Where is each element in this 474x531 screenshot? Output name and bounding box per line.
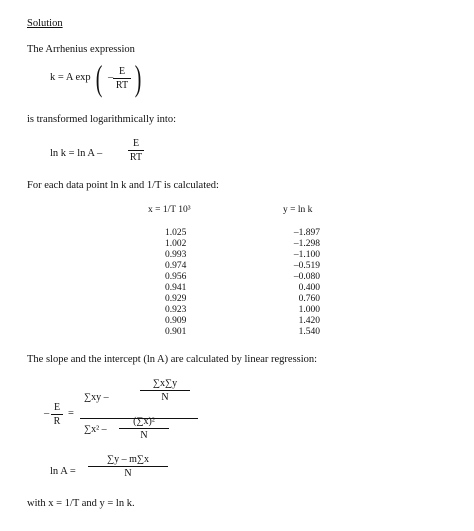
intercept-equation — [50, 454, 180, 486]
eq3-lhs-minus: – — [44, 408, 50, 419]
eq1-numerator: E — [118, 66, 126, 77]
y-value: –0.519 — [293, 261, 320, 271]
eq3-num-frac-bar — [140, 390, 190, 391]
eq1-right-paren: ) — [134, 58, 142, 98]
x-value: 0.993 — [165, 250, 187, 260]
log-equation — [50, 138, 170, 164]
eq1-lhs: k = A exp — [50, 72, 91, 83]
eq3-numerator-main: ∑xy – — [84, 392, 109, 403]
y-value: –1.298 — [293, 239, 320, 249]
y-value: 1.540 — [298, 327, 320, 337]
eq1-denominator: RT — [115, 80, 129, 91]
eq3-equals: = — [68, 408, 74, 419]
transformed-text: is transformed logarithmically into: — [27, 114, 177, 125]
eq4-denominator: N — [124, 468, 132, 479]
x-value: 0.929 — [165, 294, 187, 304]
intro-text: The Arrhenius expression — [27, 44, 135, 55]
eq1-minus: – — [108, 72, 114, 83]
with-x-text: with x = 1/T and y = ln k. — [27, 498, 135, 509]
y-value: 1.420 — [298, 316, 320, 326]
eq4-fraction-bar — [88, 466, 168, 467]
slopes-text: The slope and the intercept (ln A) are calculated by linear regression: — [27, 354, 318, 365]
eq2-numerator: E — [132, 138, 140, 149]
eq3-denominator-main: ∑x² – — [84, 424, 107, 435]
y-value: 0.760 — [298, 294, 320, 304]
x-value: 1.002 — [165, 239, 187, 249]
y-value: 1.000 — [298, 305, 320, 315]
column-header-y: y = ln k — [283, 205, 313, 215]
foreach-text: For each data point ln k and 1/T is calculated: — [27, 180, 219, 191]
eq2-denominator: RT — [129, 152, 143, 163]
x-value: 0.956 — [165, 272, 187, 282]
eq3-numerator-fraction — [140, 378, 190, 403]
y-value: –1.897 — [293, 228, 320, 238]
eq1-fraction-bar — [113, 78, 131, 79]
x-value: 0.923 — [165, 305, 187, 315]
x-value: 1.025 — [165, 228, 187, 238]
column-header-x: x = 1/T 10³ — [148, 205, 191, 215]
eq2-fraction — [128, 138, 144, 163]
eq4-fraction — [88, 454, 168, 479]
eq1-left-paren: ( — [95, 58, 103, 98]
eq3-lhs — [44, 402, 74, 427]
eq3-den-frac-denominator: N — [140, 430, 148, 441]
eq2-fraction-bar — [128, 150, 144, 151]
x-value: 0.901 — [165, 327, 187, 337]
x-value: 0.974 — [165, 261, 187, 271]
eq2-lhs: ln k = ln A – — [50, 148, 103, 159]
eq3-num-frac-denominator: N — [161, 392, 169, 403]
column-y-values — [286, 228, 320, 338]
slope-equation — [44, 378, 204, 458]
x-value: 0.941 — [165, 283, 187, 293]
x-value: 0.909 — [165, 316, 187, 326]
eq1-fraction — [113, 66, 131, 91]
y-value: 0.400 — [298, 283, 320, 293]
y-value: –0.080 — [293, 272, 320, 282]
eq4-numerator: ∑y – m∑x — [106, 454, 150, 465]
y-value: –1.100 — [293, 250, 320, 260]
column-x-values — [165, 228, 186, 338]
eq3-denominator-fraction — [119, 416, 169, 441]
eq3-den-frac-numerator: (∑x)² — [133, 416, 155, 427]
eq3-lhs-numerator: E — [53, 402, 61, 413]
arrhenius-equation — [50, 60, 190, 98]
eq3-lhs-fraction — [51, 402, 63, 427]
eq4-lhs: ln A = — [50, 466, 76, 477]
eq3-num-frac-numerator: ∑x∑y — [152, 378, 178, 389]
eq3-lhs-denominator: R — [53, 416, 61, 427]
solution-heading: Solution — [27, 18, 63, 29]
eq3-den-frac-bar — [119, 428, 169, 429]
eq3-lhs-bar — [51, 414, 63, 415]
